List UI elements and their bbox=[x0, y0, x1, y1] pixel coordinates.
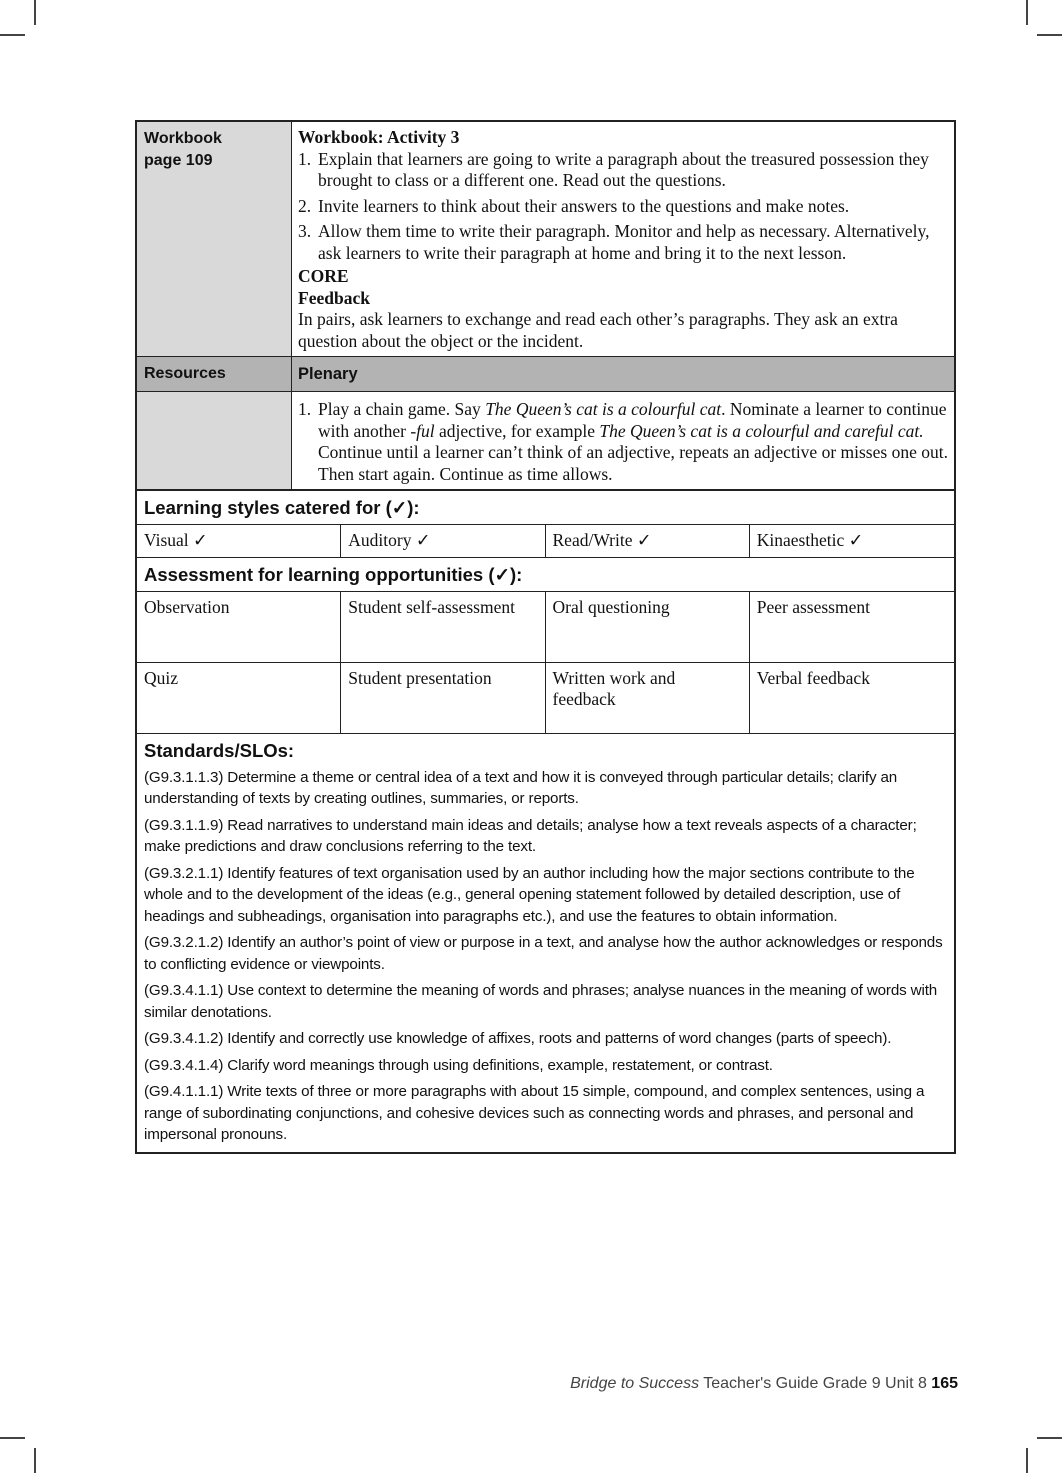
learning-styles-heading-row bbox=[137, 490, 954, 525]
learning-style-kinaesthetic: Kinaesthetic ✓ bbox=[756, 530, 864, 550]
plenary-example: The Queen’s cat is a colourful and careful cat. bbox=[599, 420, 924, 441]
page-number: 165 bbox=[931, 1375, 958, 1392]
assessment-item: Written work and feedback bbox=[546, 663, 750, 733]
assessment-grid-2 bbox=[137, 663, 954, 733]
standards-heading: Standards/SLOs: bbox=[144, 739, 295, 761]
assessment-item: Observation bbox=[137, 592, 341, 662]
standards-row bbox=[137, 734, 954, 1152]
standards-section bbox=[137, 734, 954, 1152]
plenary-step bbox=[298, 399, 948, 485]
plenary-text: adjective, for example bbox=[434, 420, 600, 441]
activity-step bbox=[298, 196, 948, 218]
plenary-text: Continue until a learner can’t think of an adjective, repeats an adjective or misses one out. Then start again. Continue as time allows. bbox=[318, 442, 948, 484]
learning-styles-heading: Learning styles catered for (✓): bbox=[144, 497, 420, 518]
standard-item: (G9.4.1.1.1) Write texts of three or more paragraphs with about 15 simple, compound, and complex sentences, using a range of subordinating conjunctions, and cohesive devices such as connecting words and phrases, and personal and impersonal pronouns. bbox=[144, 1083, 925, 1143]
plenary-suffix: -ful bbox=[410, 420, 435, 441]
step-number: 2. bbox=[298, 195, 312, 216]
assessment-item: Quiz bbox=[137, 663, 341, 733]
activity-step bbox=[298, 221, 948, 264]
workbook-activity-content bbox=[292, 122, 954, 356]
assessment-row-1 bbox=[137, 592, 954, 663]
assessment-row-2 bbox=[137, 663, 954, 734]
step-text: Invite learners to think about their answers to the questions and make notes. bbox=[318, 195, 850, 216]
crop-mark-top-left-h bbox=[0, 34, 25, 36]
resources-heading: Resources bbox=[137, 357, 292, 391]
core-label: CORE bbox=[298, 266, 349, 286]
plenary-heading: Plenary bbox=[298, 365, 358, 383]
plenary-text: Play a chain game. Say bbox=[318, 399, 486, 419]
standard-item: (G9.3.2.1.1) Identify features of text organisation used by an author including how the major sections contribute to the whole and to the development of the ideas (e.g., general opening statement followed by detailed description, use of headings and subheadings, organisation into paragraphs etc.), and use the features to obtain information. bbox=[144, 864, 915, 925]
standard-item: (G9.3.4.1.4) Clarify word meanings through using definitions, example, restatement, or contrast. bbox=[144, 1056, 773, 1074]
workbook-page-label bbox=[137, 122, 292, 356]
feedback-text: In pairs, ask learners to exchange and read each other’s paragraphs. They ask an extra question about the object or the incident. bbox=[298, 309, 898, 351]
resources-cell bbox=[137, 392, 292, 489]
assessment-heading: Assessment for learning opportunities (✓): bbox=[144, 563, 523, 585]
assessment-heading-row bbox=[137, 558, 954, 592]
activity-step bbox=[298, 149, 948, 192]
learning-styles-grid bbox=[137, 525, 954, 557]
footer-subtitle: Teacher's Guide Grade 9 Unit 8 bbox=[699, 1375, 932, 1392]
book-title: Bridge to Success bbox=[570, 1375, 700, 1392]
page-footer bbox=[570, 1375, 958, 1393]
feedback-label: Feedback bbox=[298, 287, 370, 308]
crop-mark-bottom-left-h bbox=[0, 1437, 25, 1439]
plenary-example: The Queen’s cat is a colourful cat bbox=[485, 399, 722, 419]
standard-item: (G9.3.1.1.3) Determine a theme or central idea of a text and how it is conveyed through particular details; clarify an understanding of texts by creating outlines, summaries, or reports. bbox=[144, 768, 898, 807]
crop-mark-top-right-h bbox=[1037, 34, 1062, 36]
step-number: 3. bbox=[298, 221, 312, 241]
crop-mark-bottom-right-v bbox=[1026, 1448, 1028, 1473]
activity-steps bbox=[298, 149, 948, 265]
assessment-item: Oral questioning bbox=[546, 592, 750, 662]
step-text: Allow them time to write their paragraph. Monitor and help as necessary. Alternatively, ask learners to write their paragraph at home and bring it to the next lesson. bbox=[318, 221, 930, 263]
workbook-page-number: page 109 bbox=[144, 152, 213, 169]
step-text: Explain that learners are going to write a paragraph about the treasured possession they brought to class or a different one. Read out the questions. bbox=[318, 148, 929, 190]
assessment-item: Verbal feedback bbox=[756, 667, 870, 688]
plenary-text: . Nominate a learner to continue with another bbox=[318, 399, 947, 441]
step-number: 1. bbox=[298, 399, 312, 419]
assessment-item: Student self-assessment bbox=[341, 592, 545, 662]
learning-style-auditory: Auditory ✓ bbox=[341, 525, 545, 557]
assessment-item: Peer assessment bbox=[756, 596, 870, 617]
learning-style-read-write: Read/Write ✓ bbox=[546, 525, 750, 557]
crop-mark-top-left-v bbox=[34, 0, 36, 25]
standard-item: (G9.3.1.1.9) Read narratives to understand main ideas and details; analyse how a text reveals aspects of a character; make predictions and draw conclusions referring to the text. bbox=[144, 816, 917, 855]
plenary-steps bbox=[298, 399, 948, 485]
workbook-label: Workbook bbox=[144, 130, 222, 147]
learning-style-visual: Visual ✓ bbox=[137, 525, 341, 557]
standard-item: (G9.3.4.1.1) Use context to determine the meaning of words and phrases; analyse nuances in the meaning of words with similar denotations. bbox=[144, 982, 938, 1021]
crop-mark-top-right-v bbox=[1026, 0, 1028, 25]
workbook-row bbox=[137, 122, 954, 357]
standard-item: (G9.3.4.1.2) Identify and correctly use knowledge of affixes, roots and patterns of word changes (parts of speech). bbox=[144, 1030, 892, 1047]
plenary-content bbox=[292, 392, 954, 489]
step-number: 1. bbox=[298, 148, 312, 169]
assessment-item: Student presentation bbox=[341, 663, 545, 733]
crop-mark-bottom-right-h bbox=[1037, 1437, 1062, 1439]
plenary-header-row bbox=[137, 357, 954, 392]
assessment-grid-1 bbox=[137, 592, 954, 662]
standard-item: (G9.3.2.1.2) Identify an author’s point of view or purpose in a text, and analyse how the author acknowledges or responds to conflicting evidence or viewpoints. bbox=[144, 934, 943, 973]
crop-mark-bottom-left-v bbox=[34, 1448, 36, 1473]
learning-styles-row bbox=[137, 525, 954, 558]
lesson-plan-table bbox=[135, 120, 956, 1154]
plenary-row bbox=[137, 392, 954, 490]
activity-title: Workbook: Activity 3 bbox=[298, 127, 460, 147]
